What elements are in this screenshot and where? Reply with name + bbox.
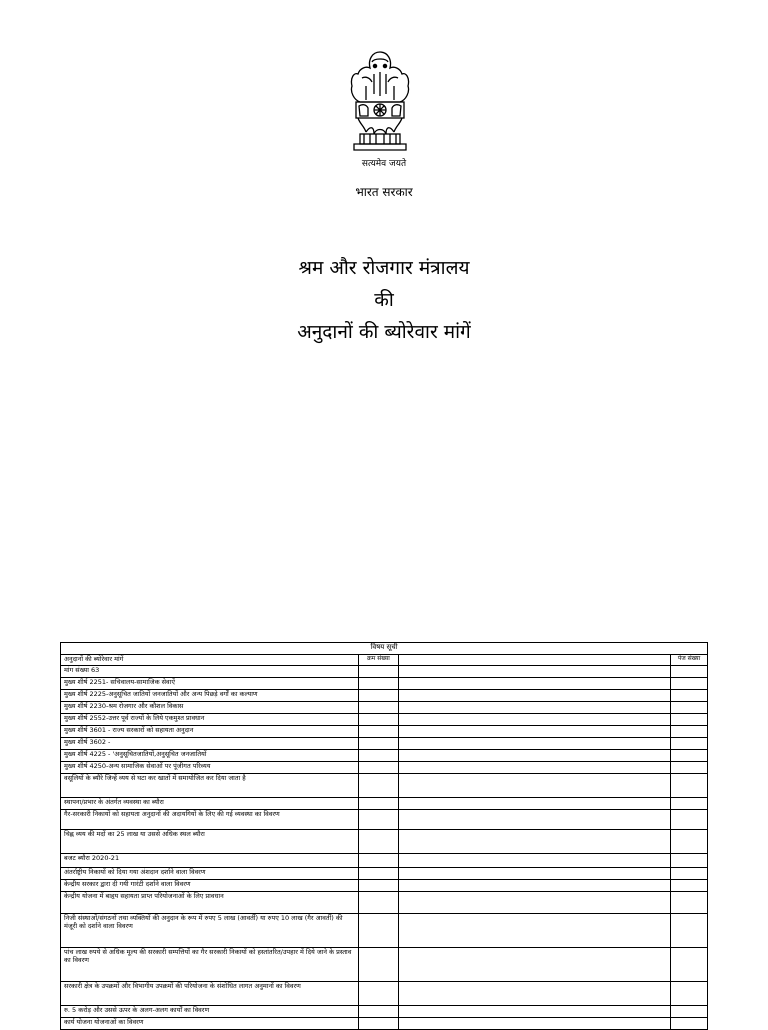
toc-title: विषय सूची (61, 643, 708, 655)
toc-row-label: मुख्य शीर्ष 2230-श्रम रोजगार और कौशल विकास (61, 702, 359, 714)
toc-row-label: अंतर्राष्ट्रीय निकायों को दिया गया अंशदान दर्शाने वाला विवरण (61, 868, 359, 880)
toc-row-label: निजी संस्थाओं/संगठनों तथा व्यक्तियों की अनुदान के रूप में रुपए 5 लाख (आवर्ती) या रुपए 10 लाख (गैर आवर्ती) की मंजूरी को दर्शाने वाला विवरण (61, 914, 359, 948)
title-connector: की (374, 289, 394, 311)
toc-row-label: कार्य योजना योजनाओं का विवरण (61, 1018, 359, 1030)
state-emblem-icon (344, 48, 416, 154)
toc-row-label: मुख्य शीर्ष 4250-अन्य सामाजिक सेवाओं पर पूंजीगत परिव्यय (61, 762, 359, 774)
document-title: अनुदानों की ब्योरेवार मांगें (297, 321, 471, 343)
toc-row-label: स्थापना/प्रभार के अंतर्गत व्यवस्था का ब्यौरा (61, 798, 359, 810)
toc-row-label: सरकारी क्षेत्र के उपक्रमों और विभागीय उपक्रमों की परियोजना के संशोधित लागत अनुमानों का विवरण (61, 982, 359, 1006)
toc-row-label: मांग संख्या 63 (61, 666, 359, 678)
toc-row-label: केन्द्रीय योजना में बाहृय सहायता प्राप्त परियोजनाओं के लिए प्रावधान (61, 892, 359, 914)
toc-col-page: पेज संख्या (671, 655, 708, 666)
toc-row-label: केन्द्रीय सरकार द्वारा दी गयी गारंटी दर्शाने वाला विवरण (61, 880, 359, 892)
ministry-title: श्रम और रोजगार मंत्रालय (298, 257, 470, 279)
toc-col-blank (399, 655, 671, 666)
toc-row-label: रु. 5 करोड़ और उससे ऊपर के अलग-अलग कार्यों का विवरण (61, 1006, 359, 1018)
toc-row-label: पांच लाख रुपये से अधिक मूल्य की सरकारी सम्पत्तियों का गैर सरकारी निकायों को हस्तांतरित/उपहार में दिये जाने के प्रस्ताव का विवरण (61, 948, 359, 982)
table-of-contents (60, 642, 708, 1030)
toc-row-label: चिह्न व्यय की मदों का 25 लाख या उससे अधिक स्थल ब्यौरा (61, 830, 359, 854)
toc-row-label: मुख्य शीर्ष 3602 - (61, 738, 359, 750)
toc-row-label: वसूलियों के ब्यौरे जिन्हें व्यय से घटा कर खातों में समायोजित कर दिया जाता है (61, 774, 359, 798)
toc-col-serial: क्रम संख्या (359, 655, 399, 666)
toc-row-label: मुख्य शीर्ष 2251- सचिवालय-सामाजिक सेवाऐं (61, 678, 359, 690)
toc-row-label: मुख्य शीर्ष 4225 - 'अनुसूचितजातियों,अनुसूचित जनजातियों (61, 750, 359, 762)
toc-row-label: गैर-सरकारी निकायों को सहायता अनुदानों की अदायगियों के लिए की गई व्यवस्था का विवरण (61, 810, 359, 830)
government-label: भारत सरकार (355, 185, 413, 199)
toc-row-label: मुख्य शीर्ष 3601 - राज्य सरकारों को सहायता अनुदान (61, 726, 359, 738)
toc-col-item: अनुदानों की ब्योरेवार मांगें (61, 655, 359, 666)
toc-row-label: मुख्य शीर्ष 2552-उत्तर पूर्व राज्यों के लिये एकमुश्त प्रावधान (61, 714, 359, 726)
toc-row-label: मुख्य शीर्ष 2225-अनुसूचित जातियों जनजातियों और अन्य पिछड़े वर्गों का कल्याण (61, 690, 359, 702)
emblem-motto: सत्यमेव जयते (361, 159, 407, 169)
toc-row-label: बजट ब्यौरा 2020-21 (61, 854, 359, 868)
